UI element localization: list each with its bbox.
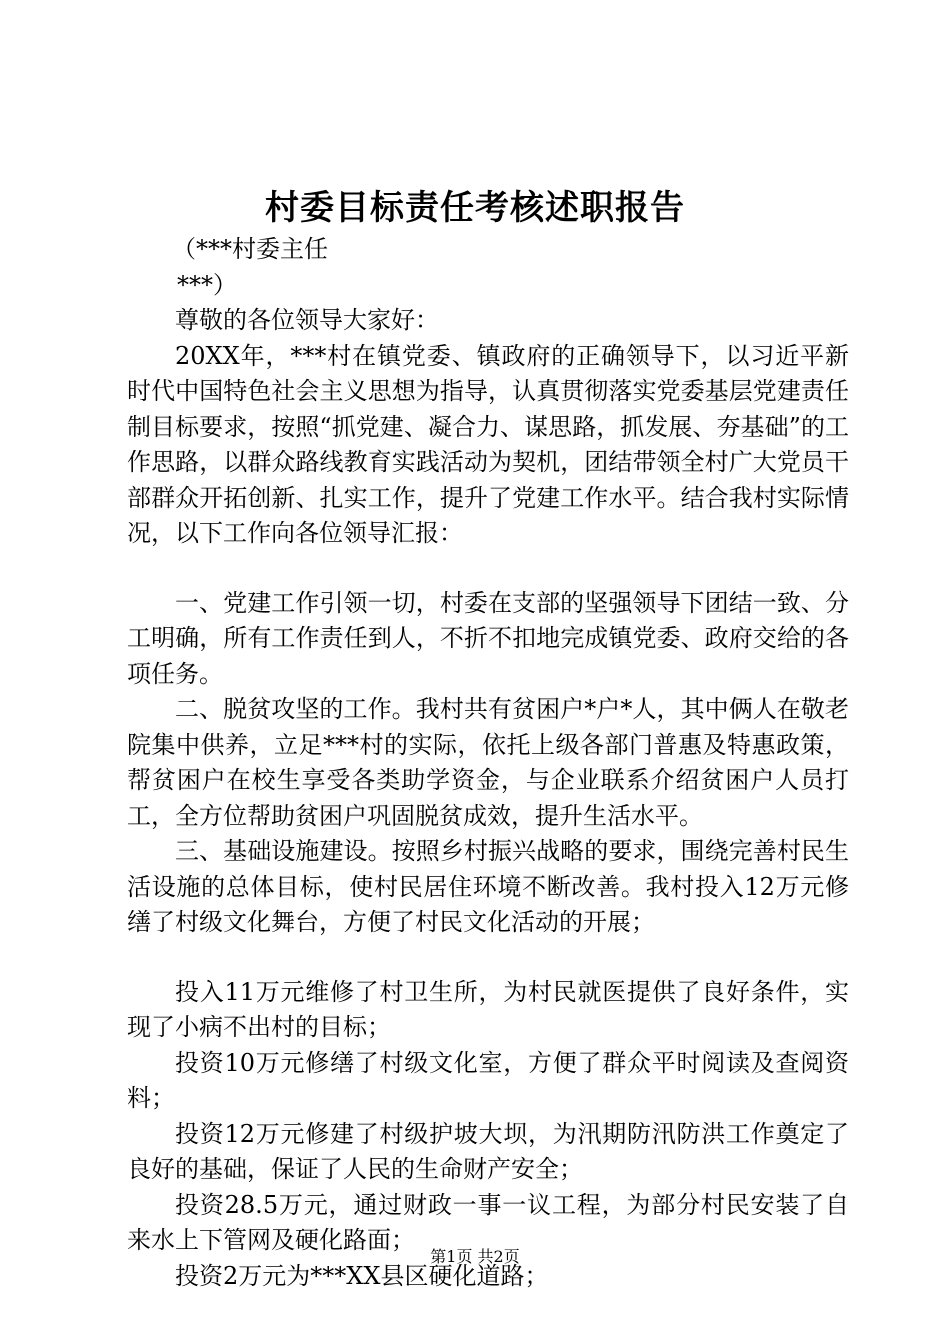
paragraph-intro: 20XX年，***村在镇党委、镇政府的正确领导下，以习近平新时代中国特色社会主义思想为指导，认真贯彻落实党委基层党建责任制目标要求，按照“抓党建、凝合力、谋思路，抓发展、夯基础”的工作思路，以群众路线教育实践活动为契机，团结带领全村广大党员干部群众开拓创新、扎实工作，提升了党建工作水平。结合我村实际情况，以下工作向各位领导汇报： [127,341,849,547]
paragraph-clinic: 投入11万元维修了村卫生所，为村民就医提供了良好条件，实现了小病不出村的目标； [127,977,849,1041]
document-body [127,232,849,1294]
paragraph-poverty: 二、脱贫攻坚的工作。我村共有贫困户*户*人，其中俩人在敬老院集中供养，立足***村的实际，依托上级各部门普惠及特惠政策，帮贫困户在校生享受各类助学资金，与企业联系介绍贫困户人员打工，全方位帮助贫困户巩固脱贫成效，提升生活水平。 [127,695,849,830]
author-line-1: （***村委主任 [172,235,328,263]
paragraph-party-building: 一、党建工作引领一切，村委在支部的坚强领导下团结一致、分工明确，所有工作责任到人，不折不扣地完成镇党委、政府交给的各项任务。 [127,588,849,688]
greeting: 尊敬的各位领导大家好： [175,306,439,334]
paragraph-infrastructure: 三、基础设施建设。按照乡村振兴战略的要求，围绕完善村民生活设施的总体目标，使村民居住环境不断改善。我村投入12万元修缮了村级文化舞台，方便了村民文化活动的开展； [127,837,849,936]
paragraph-dam: 投资12万元修建了村级护坡大坝，为汛期防汛防洪工作奠定了良好的基础，保证了人民的生命财产安全； [127,1119,849,1183]
paragraph-culture-room: 投资10万元修缮了村级文化室，方便了群众平时阅读及查阅资料； [127,1048,849,1112]
paragraph-water: 投资28.5万元，通过财政一事一议工程，为部分村民安装了自来水上下管网及硬化路面； [127,1190,849,1254]
page-footer: 第1页 共2页 [430,1247,520,1266]
author-line-2: ***） [177,270,237,299]
document-title: 村委目标责任考核述职报告 [265,188,685,228]
paragraph-road: 投资2万元为***XX县区硬化道路； [175,1261,549,1290]
